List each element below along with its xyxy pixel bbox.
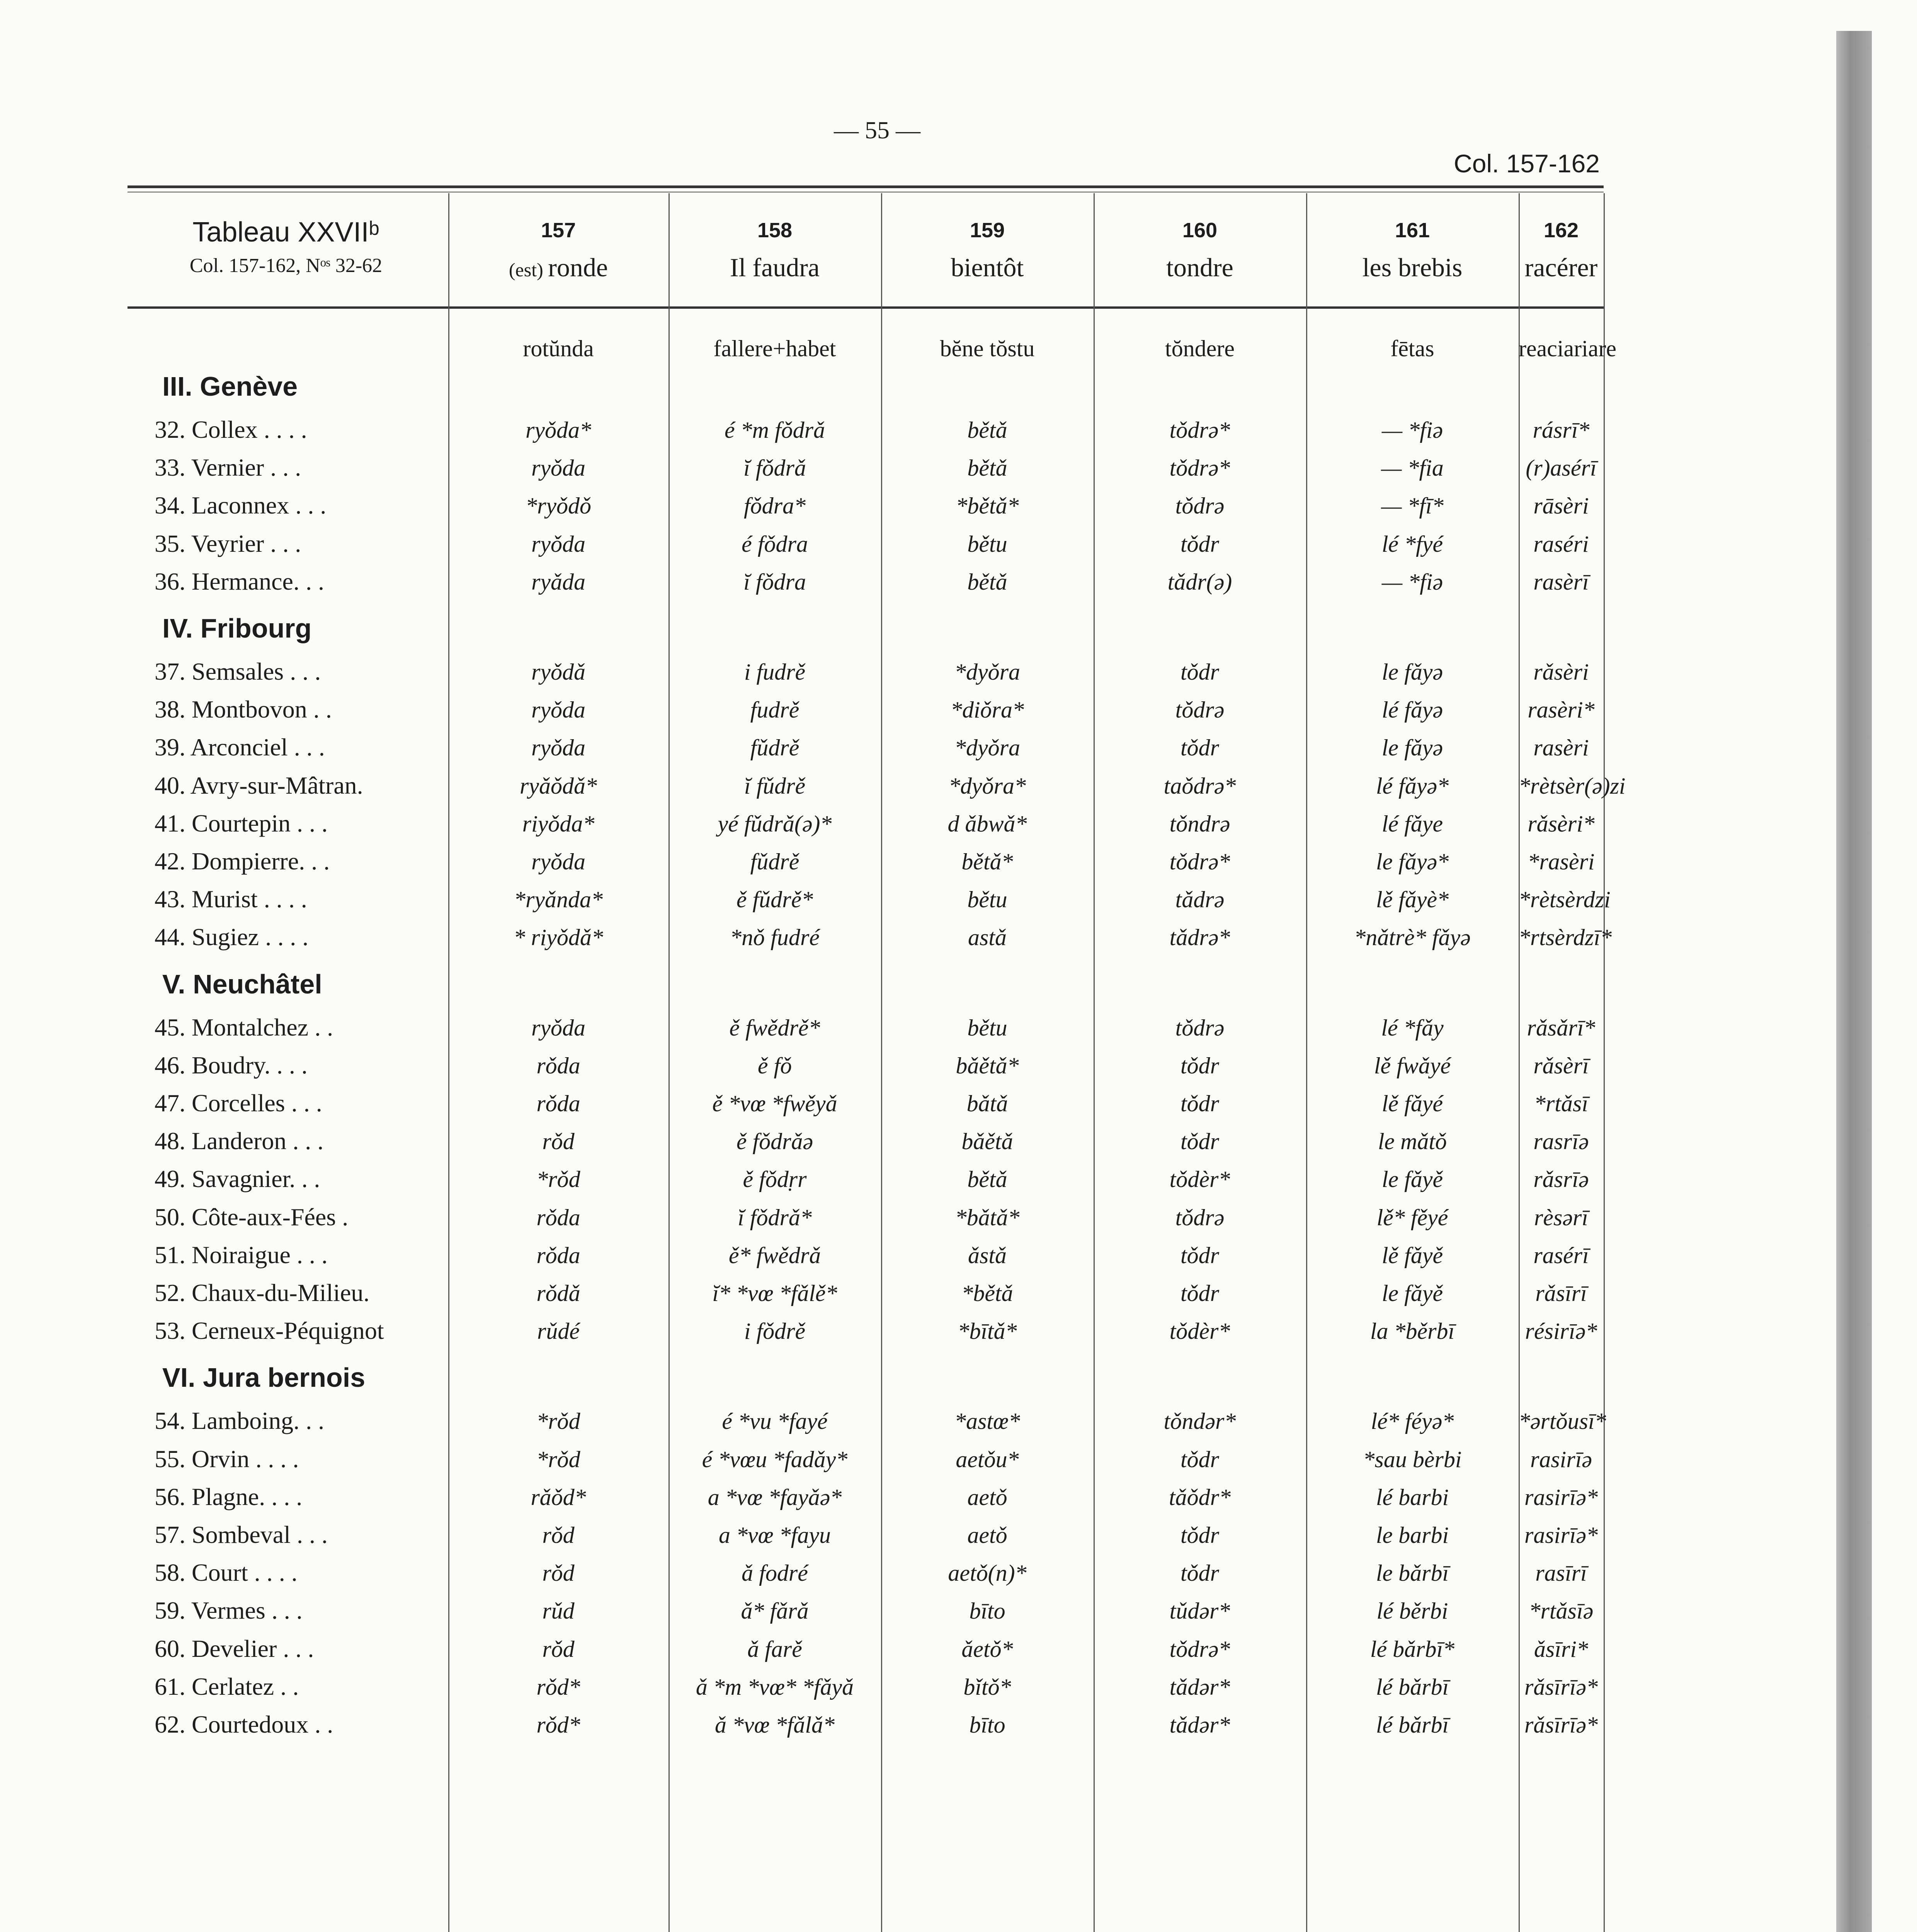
column-etymon: rotŭnda: [523, 336, 594, 361]
dialect-form: *rǒd: [536, 1446, 580, 1472]
dialect-form: — *fī*: [1381, 493, 1444, 519]
column-word: [668, 252, 881, 283]
dialect-form: bǎětǎ: [961, 1129, 1013, 1155]
dialect-form: la *běrbī: [1370, 1318, 1455, 1344]
column-prefix: (est): [509, 259, 548, 281]
dialect-form: ǎetǒ*: [961, 1636, 1013, 1662]
dialect-form: le bǎrbī: [1376, 1560, 1449, 1586]
dialect-form: — *fiə: [1381, 569, 1443, 595]
dialect-form: *ərtǒusī*: [1519, 1408, 1606, 1434]
column-range-label: Col. 157-162: [1454, 149, 1600, 178]
dialect-form: tǒdr: [1180, 1522, 1220, 1548]
dialect-form: aetǒu*: [956, 1446, 1019, 1472]
locality-label: 38. Montbovon . .: [155, 696, 332, 723]
column-etymon: bĕne tŏstu: [940, 336, 1035, 361]
column-etymon: fallere+habet: [713, 336, 836, 361]
dialect-form: astǎ: [968, 925, 1007, 951]
column-word-text: les brebis: [1362, 253, 1463, 282]
dialect-form: bīto: [969, 1598, 1005, 1624]
dialect-form: rǎsèrī: [1533, 1053, 1589, 1078]
dialect-form: d ǎbwǎ*: [947, 811, 1027, 837]
dialect-form: *rtsèrdzī*: [1519, 925, 1612, 951]
column-number: 157: [541, 219, 576, 242]
dialect-form: lě fǎyè*: [1376, 887, 1449, 913]
column-etymon: tŏndere: [1165, 336, 1235, 361]
dialect-form: taǒdrə*: [1163, 773, 1236, 799]
dialect-form: rǒd*: [536, 1712, 580, 1738]
dialect-form: tǒdr: [1180, 1446, 1220, 1472]
dialect-form: tǎdrə*: [1169, 925, 1230, 951]
column-word: [1519, 252, 1604, 283]
dialect-form: riyǒda*: [522, 811, 595, 837]
dialect-form: ryǒdǎ: [531, 659, 585, 685]
column-number: 161: [1395, 219, 1430, 242]
column-number: 162: [1543, 219, 1579, 242]
dialect-form: rasèri: [1533, 735, 1589, 761]
column-word-text: tondre: [1166, 253, 1233, 282]
dialect-form: lé bǎrbī*: [1370, 1636, 1455, 1662]
dialect-form: lé bǎrbī: [1376, 1674, 1449, 1700]
dialect-form: lé *fyé: [1381, 531, 1443, 557]
dialect-form: tǒdèr*: [1169, 1167, 1230, 1192]
locality-label: 62. Courtedoux . .: [155, 1711, 333, 1738]
dialect-form: *nǎtrè* fǎyə: [1354, 925, 1471, 951]
dialect-form: fǔdrě: [750, 849, 799, 874]
dialect-form: *ryǎnda*: [514, 887, 603, 913]
dialect-form: tǒdrə: [1175, 697, 1225, 723]
column-header: [1519, 218, 1604, 283]
table-top-rule: [128, 185, 1604, 188]
dialect-form: rǒd: [542, 1129, 575, 1155]
dialect-form: le mǎtǒ: [1378, 1129, 1447, 1155]
locality-label: 59. Vermes . . .: [155, 1597, 303, 1624]
dialect-form: rásrī*: [1533, 417, 1590, 443]
dialect-form: rǎǒd*: [531, 1484, 586, 1510]
dialect-form: *astœ*: [954, 1408, 1021, 1434]
dialect-form: *ryǒdǒ: [526, 493, 591, 519]
locality-label: 60. Develier . . .: [155, 1634, 314, 1662]
locality-label: 47. Corcelles . . .: [155, 1089, 322, 1117]
dialect-form: ryǒda: [531, 697, 585, 723]
dialect-form: bǎětǎ*: [956, 1053, 1019, 1078]
locality-label: 52. Chaux-du-Milieu.: [155, 1279, 370, 1306]
dialect-form: rǒd: [542, 1522, 575, 1548]
dialect-form: tǎdrə: [1175, 887, 1225, 913]
dialect-form: *bītǎ*: [958, 1318, 1017, 1344]
dialect-form: tǔdər*: [1169, 1598, 1230, 1624]
dialect-form: le fǎyě: [1381, 1281, 1443, 1306]
column-word-text: ronde: [548, 253, 608, 282]
dialect-form: lé fǎyə: [1381, 697, 1443, 723]
locality-label: 37. Semsales . . .: [155, 658, 321, 685]
dialect-form: a *vœ *fayu: [719, 1522, 831, 1548]
dialect-form: rǒda: [536, 1091, 580, 1116]
dialect-form: rǒd: [542, 1636, 575, 1662]
dialect-form: tǒdr: [1180, 1281, 1220, 1306]
locality-label: 40. Avry-sur-Mâtran.: [155, 771, 363, 799]
dialect-form: *dyǒra: [954, 659, 1020, 685]
locality-label: 33. Vernier . . .: [155, 454, 301, 481]
dialect-form: *sau bèrbi: [1363, 1446, 1462, 1472]
dialect-form: tǎdr(ə): [1167, 569, 1232, 595]
table-column-divider: [1604, 193, 1605, 1932]
dialect-form: lě fwǎyé: [1374, 1053, 1451, 1078]
dialect-form: tǒdr: [1180, 1091, 1220, 1116]
dialect-form: i fudrě: [744, 659, 806, 685]
dialect-form: rǔdé: [537, 1318, 580, 1344]
column-number: 158: [757, 219, 793, 242]
dialect-form: lé běrbi: [1376, 1598, 1448, 1624]
locality-label: 39. Arconciel . . .: [155, 733, 325, 761]
locality-label: 43. Murist . . . .: [155, 885, 307, 913]
dialect-form: bětǎ: [967, 417, 1007, 443]
locality-label: 42. Dompierre. . .: [155, 847, 330, 875]
dialect-form: ĭ fǒdrǎ: [743, 455, 806, 481]
dialect-form: rǎsīrī: [1535, 1281, 1587, 1306]
locality-label: 34. Laconnex . . .: [155, 492, 327, 519]
locality-label: 35. Veyrier . . .: [155, 529, 301, 557]
dialect-form: tǒdr: [1180, 1129, 1220, 1155]
dialect-form: rasérī: [1533, 1242, 1589, 1268]
locality-label: 32. Collex . . . .: [155, 416, 307, 443]
dialect-form: ǎ fodré: [742, 1560, 808, 1586]
column-header: [448, 218, 668, 283]
dialect-form: bětu: [967, 1015, 1007, 1041]
column-number: 159: [970, 219, 1005, 242]
column-etymon: fētas: [1390, 336, 1434, 361]
dialect-form: tǒdr: [1180, 1053, 1220, 1078]
dialect-form: é fǒdra: [742, 531, 808, 557]
column-word: [1306, 252, 1519, 283]
dialect-form: *bǎtǎ*: [955, 1204, 1020, 1230]
column-header: [1306, 218, 1519, 283]
dialect-form: ě fwědrě*: [729, 1015, 820, 1041]
dialect-form: — *fia: [1381, 455, 1444, 481]
dialect-form: ryǒda: [531, 455, 585, 481]
dialect-form: rasèrī: [1533, 569, 1589, 595]
locality-label: 53. Cerneux-Péquignot: [155, 1317, 384, 1345]
locality-label: 41. Courtepin . . .: [155, 809, 328, 837]
dialect-form: rèsərī: [1534, 1204, 1588, 1230]
dialect-form: ryǒda: [531, 531, 585, 557]
region-heading: V. Neuchâtel: [162, 969, 322, 999]
dialect-form: (r)asérī: [1526, 455, 1597, 481]
dialect-form: fudrě: [750, 697, 799, 723]
locality-label: 58. Court . . . .: [155, 1559, 298, 1587]
dialect-form: rǒda: [536, 1242, 580, 1268]
dialect-form: le barbi: [1376, 1522, 1449, 1548]
dialect-form: bǐtǒ*: [963, 1674, 1011, 1700]
dialect-form: fǒdra*: [743, 493, 806, 519]
column-header: [881, 218, 1094, 283]
dialect-form: ryǒda: [531, 735, 585, 761]
dialect-form: ryǎǒdǎ*: [520, 773, 597, 799]
locality-label: 56. Plagne. . . .: [155, 1483, 303, 1510]
dialect-form: lé* féyə*: [1371, 1408, 1454, 1434]
table-title: Tableau XXVIIᵇ: [192, 217, 379, 248]
dialect-form: bětǎ: [967, 1167, 1007, 1192]
dialect-form: *rètsèr(ə)zi: [1519, 773, 1626, 799]
dialect-form: *rǒd: [536, 1408, 580, 1434]
dialect-form: lé barbi: [1376, 1484, 1449, 1510]
dialect-form: le fǎyə*: [1376, 849, 1449, 874]
dialect-form: tǒdr: [1180, 1560, 1220, 1586]
dialect-form: tǎǒdr*: [1169, 1484, 1231, 1510]
dialect-form: ǎ *vœ *fǎlǎ*: [715, 1712, 835, 1738]
dialect-form: ě fǒ: [757, 1053, 792, 1078]
dialect-form: tǒdrə*: [1169, 455, 1230, 481]
dialect-form: ě* fwědrǎ: [728, 1242, 821, 1268]
dialect-form: raséri: [1533, 531, 1589, 557]
dialect-form: aetǒ: [967, 1484, 1007, 1510]
dialect-form: *diǒra*: [950, 697, 1024, 723]
dialect-form: tǒdr: [1180, 1242, 1220, 1268]
dialect-form: *rètsèrdzi: [1519, 887, 1611, 913]
dialect-form: bětǎ: [967, 455, 1007, 481]
dialect-form: tǒdèr*: [1169, 1318, 1230, 1344]
dialect-form: ryǒda*: [526, 417, 591, 443]
region-heading: III. Genève: [162, 371, 298, 401]
dialect-form: ǎ* fǎrǎ: [741, 1598, 809, 1624]
dialect-form: rasirīə: [1530, 1446, 1592, 1472]
dialect-form: ryǒda: [531, 1015, 585, 1041]
dialect-form: rāsèri: [1533, 493, 1589, 519]
dialect-form: rǎsǎrī*: [1527, 1015, 1596, 1041]
dialect-form: *rasèri: [1527, 849, 1595, 874]
dialect-form: rǔd: [542, 1598, 575, 1624]
dialect-form: tǒdrə: [1175, 493, 1225, 519]
dialect-form: lé *fǎy: [1381, 1015, 1444, 1041]
region-heading: IV. Fribourg: [162, 613, 312, 643]
dialect-form: bětu: [967, 531, 1007, 557]
dialect-form: * riyǒdǎ*: [514, 925, 603, 951]
dialect-form: ě fǒdṛr: [743, 1167, 807, 1192]
dialect-form: tǒdrə*: [1169, 417, 1230, 443]
dialect-form: rǒda: [536, 1204, 580, 1230]
column-word: [1094, 252, 1306, 283]
dialect-form: rǎsèri: [1533, 659, 1589, 685]
dialect-form: *rǒd: [536, 1167, 580, 1192]
column-header: [1094, 218, 1306, 283]
dialect-form: *bětǎ: [961, 1281, 1013, 1306]
dialect-form: aetǒ(n)*: [948, 1560, 1027, 1586]
dialect-form: tǒdrə: [1175, 1204, 1225, 1230]
locality-label: 48. Landeron . . .: [155, 1127, 324, 1155]
dialect-form: a *vœ *fayǎə*: [708, 1484, 842, 1510]
dialect-form: ě *vœ *fwěyǎ: [712, 1091, 837, 1116]
dialect-form: rasīrī: [1535, 1560, 1587, 1586]
dialect-form: rǎsrīə: [1533, 1167, 1589, 1192]
dialect-form: *dyǒra: [954, 735, 1020, 761]
dialect-form: rasèri*: [1527, 697, 1595, 723]
dialect-form: rǎsīrīə*: [1524, 1712, 1598, 1738]
locality-label: 44. Sugiez . . . .: [155, 923, 309, 951]
dialect-form: tǒdr: [1180, 531, 1220, 557]
dialect-form: bětǎ*: [961, 849, 1013, 874]
dialect-form: ĭ fǒdrǎ*: [738, 1204, 812, 1230]
dialect-form: *rtǎsī: [1534, 1091, 1589, 1116]
dialect-form: fǔdrě: [750, 735, 799, 761]
dialect-form: tǒdr: [1180, 735, 1220, 761]
dialect-form: ryǎda: [531, 569, 585, 595]
dialect-form: ǎstǎ: [968, 1242, 1007, 1268]
dialect-form: *dyǒra*: [949, 773, 1026, 799]
dialect-form: tǒdrə*: [1169, 1636, 1230, 1662]
dialect-form: bětu: [967, 887, 1007, 913]
dialect-form: é *m fǒdrǎ: [725, 417, 825, 443]
column-word-text: bientôt: [951, 253, 1024, 282]
locality-label: 50. Côte-aux-Fées .: [155, 1203, 349, 1231]
column-word: [881, 252, 1094, 283]
dialect-form: rǒda: [536, 1053, 580, 1078]
dialect-form: lé fǎyə*: [1376, 773, 1449, 799]
region-heading: VI. Jura bernois: [162, 1362, 366, 1393]
dialect-form: tǒndrə: [1169, 811, 1230, 837]
dialect-form: rǒdǎ: [536, 1281, 580, 1306]
dialect-form: ǎsīri*: [1534, 1636, 1589, 1662]
dialect-form: rǒd*: [536, 1674, 580, 1700]
scan-edge-shadow: [1836, 31, 1872, 1932]
locality-label: 51. Noiraigue . . .: [155, 1241, 328, 1269]
table-title-cell: [131, 216, 441, 277]
dialect-form: bīto: [969, 1712, 1005, 1738]
column-word: [448, 252, 668, 283]
dialect-form: rǎsèri*: [1527, 811, 1595, 837]
dialect-form: tǎdər*: [1169, 1712, 1230, 1738]
dialect-form: ĭ fǒdra: [743, 569, 806, 595]
locality-label: 45. Montalchez . .: [155, 1013, 333, 1041]
dialect-form: tǒndər*: [1163, 1408, 1236, 1434]
column-word-text: Il faudra: [730, 253, 820, 282]
dialect-form: bǎtǎ: [966, 1091, 1008, 1116]
dialect-form: résirīə*: [1525, 1318, 1597, 1344]
table-subtitle: Col. 157-162, Nᵒˢ 32-62: [189, 255, 383, 277]
dialect-form: *bětǎ*: [956, 493, 1019, 519]
dialect-form: yé fǔdrǎ(ə)*: [718, 811, 832, 837]
dialect-form: ĭ fǔdrě: [744, 773, 806, 799]
dialect-form: rǒd: [542, 1560, 575, 1586]
dialect-form: ě fǔdrě*: [736, 887, 813, 913]
column-word-text: racérer: [1524, 253, 1598, 282]
dialect-form: lě fǎyé: [1381, 1091, 1443, 1116]
dialect-form: ĭ* *vœ *fǎlě*: [712, 1281, 837, 1306]
dialect-form: ě fǒdrǎə: [736, 1129, 813, 1155]
locality-label: 36. Hermance. . .: [155, 567, 324, 595]
dialect-form: le fǎyə: [1381, 735, 1443, 761]
dialect-form: — *fiə: [1381, 417, 1443, 443]
dialect-form: rǎsīrīə*: [1524, 1674, 1598, 1700]
column-header: [668, 218, 881, 283]
dialect-form: lě* fěyé: [1376, 1204, 1448, 1230]
dialect-form: é *vu *fayé: [722, 1408, 828, 1434]
table-header-rule: [128, 306, 1604, 309]
column-etymon: reaciariare: [1519, 336, 1617, 361]
dialect-form: le fǎyě: [1381, 1167, 1443, 1192]
page-number: — 55 —: [834, 116, 920, 144]
dialect-form: aetǒ: [967, 1522, 1007, 1548]
dialect-form: le fǎyə: [1381, 659, 1443, 685]
dialect-form: bětǎ: [967, 569, 1007, 595]
dialect-form: i fǒdrě: [744, 1318, 806, 1344]
dialect-form: *nǒ fudré: [730, 925, 820, 951]
dialect-form: rasirīə*: [1524, 1484, 1598, 1510]
locality-label: 55. Orvin . . . .: [155, 1445, 299, 1473]
dialect-form: lé fǎye: [1381, 811, 1443, 837]
dialect-form: lě fǎyě: [1381, 1242, 1443, 1268]
dialect-form: rasrīə: [1533, 1129, 1589, 1155]
locality-label: 46. Boudry. . . .: [155, 1051, 308, 1079]
locality-label: 49. Savagnier. . .: [155, 1165, 320, 1193]
dialect-form: tǒdrə*: [1169, 849, 1230, 874]
dialect-form: ǎ farě: [747, 1636, 802, 1662]
dialect-form: rasirīə*: [1524, 1522, 1598, 1548]
dialect-form: *rtǎsīə: [1529, 1598, 1594, 1624]
locality-label: 57. Sombeval . . .: [155, 1521, 328, 1548]
dialect-form: ǎ *m *vœ* *fǎyǎ: [696, 1674, 854, 1700]
column-number: 160: [1182, 219, 1218, 242]
dialect-form: é *vœu *fadǎy*: [702, 1446, 848, 1472]
dialect-form: ryǒda: [531, 849, 585, 874]
dialect-form: tǒdrə: [1175, 1015, 1225, 1041]
dialect-form: tǎdər*: [1169, 1674, 1230, 1700]
dialect-form: lé bǎrbī: [1376, 1712, 1449, 1738]
dialect-form: tǒdr: [1180, 659, 1220, 685]
locality-label: 61. Cerlatez . .: [155, 1672, 299, 1700]
locality-label: 54. Lamboing. . .: [155, 1407, 325, 1435]
